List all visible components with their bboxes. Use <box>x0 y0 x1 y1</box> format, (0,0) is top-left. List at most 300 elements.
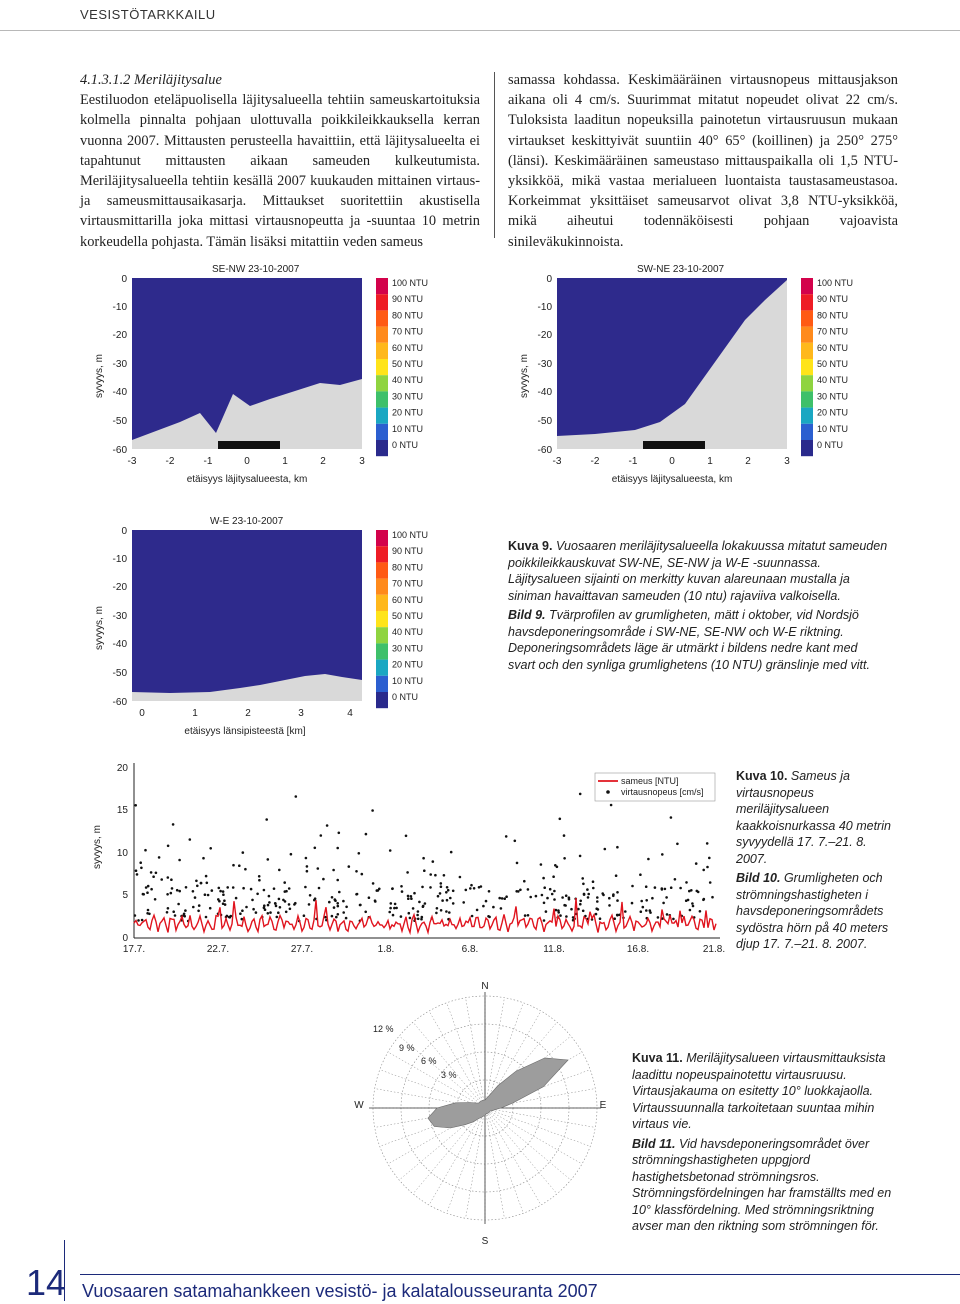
virtaus-point <box>540 863 543 866</box>
rose-distribution-shape <box>428 1058 568 1128</box>
virtaus-point <box>583 893 586 896</box>
header-title: VESISTÖTARKKAILU <box>80 7 216 22</box>
colorbar-label: 10 NTU <box>392 423 424 434</box>
virtaus-point <box>147 909 150 912</box>
virtaus-point <box>244 868 247 871</box>
y-tick: -40 <box>112 387 127 398</box>
virtaus-point <box>503 897 506 900</box>
virtaus-point <box>542 877 545 880</box>
chart-title: SE-NW 23-10-2007 <box>212 264 300 275</box>
virtaus-point <box>482 905 485 908</box>
virtaus-point <box>685 881 688 884</box>
y-tick: 15 <box>116 805 128 816</box>
x-tick: -3 <box>127 456 137 467</box>
virtaus-point <box>184 909 187 912</box>
rose-spoke <box>485 1108 595 1127</box>
legend-virtaus-label: virtausnopeus [cm/s] <box>621 787 704 797</box>
virtaus-point <box>587 893 590 896</box>
virtaus-point <box>326 824 329 827</box>
text-column-right <box>508 70 898 252</box>
colorbar-swatch <box>801 278 813 294</box>
virtaus-point <box>709 881 712 884</box>
virtaus-point <box>703 898 706 901</box>
colorbar-swatch <box>376 692 388 708</box>
rose-spoke <box>466 998 485 1108</box>
virtaus-point <box>610 804 613 807</box>
virtaus-point <box>592 887 595 890</box>
virtaus-point <box>563 904 566 907</box>
virtaus-point <box>410 897 413 900</box>
virtaus-point <box>679 887 682 890</box>
colorbar-swatch <box>376 579 388 595</box>
virtaus-point <box>290 853 293 856</box>
virtaus-point <box>586 888 589 891</box>
virtaus-point <box>250 888 253 891</box>
virtaus-point <box>267 912 270 915</box>
virtaus-point <box>640 910 643 913</box>
colorbar-swatch <box>801 440 813 456</box>
colorbar-label: 0 NTU <box>392 440 419 450</box>
x-axis-label: etäisyys läjitysalueesta, km <box>186 474 308 485</box>
virtaus-point <box>422 905 425 908</box>
colorbar-swatch <box>376 562 388 578</box>
x-tick: 11.8. <box>543 944 565 955</box>
virtaus-point <box>706 842 709 845</box>
y-tick: 0 <box>546 274 552 285</box>
x-tick: -2 <box>590 456 600 467</box>
virtaus-point <box>608 897 611 900</box>
virtaus-point <box>167 876 170 879</box>
colorbar-swatch <box>376 327 388 343</box>
virtaus-point <box>154 898 157 901</box>
virtaus-point <box>256 893 259 896</box>
virtaus-point <box>258 875 261 878</box>
virtaus-point <box>405 835 408 838</box>
virtaus-point <box>273 887 276 890</box>
virtaus-point <box>228 916 231 919</box>
section-heading: 4.1.3.1.2 Meriläjitysalue <box>80 72 222 88</box>
virtaus-point <box>378 888 381 891</box>
virtaus-point <box>242 887 245 890</box>
virtaus-point <box>152 875 155 878</box>
colorbar-label: 30 NTU <box>392 643 424 654</box>
virtaus-point <box>662 902 665 905</box>
virtaus-point <box>278 869 281 872</box>
virtaus-point <box>555 909 558 912</box>
colorbar-label: 100 NTU <box>392 530 429 540</box>
virtaus-point <box>616 891 619 894</box>
x-tick: 3 <box>359 456 365 467</box>
virtaus-point <box>587 896 590 899</box>
virtaus-point <box>142 893 145 896</box>
virtaus-point <box>452 890 455 893</box>
y-axis-label: syvyys, m <box>94 606 105 650</box>
virtaus-point <box>608 904 611 907</box>
legend-virtaus-swatch <box>606 790 610 794</box>
virtaus-point <box>226 886 229 889</box>
virtaus-point <box>412 907 415 910</box>
x-tick: 2 <box>745 456 751 467</box>
colorbar-label: 30 NTU <box>817 391 849 402</box>
column-divider <box>494 72 495 238</box>
virtaus-point <box>192 890 195 893</box>
virtaus-point <box>274 902 277 905</box>
virtaus-point <box>664 888 667 891</box>
colorbar-swatch <box>376 343 388 359</box>
colorbar-label: 60 NTU <box>817 342 849 353</box>
virtaus-point <box>314 847 317 850</box>
virtaus-point <box>440 882 443 885</box>
virtaus-point <box>545 910 548 913</box>
virtaus-point <box>410 895 413 898</box>
footer-rule <box>80 1274 960 1275</box>
virtaus-point <box>167 907 170 910</box>
virtaus-point <box>371 809 374 812</box>
virtaus-point <box>395 907 398 910</box>
virtaus-point <box>368 896 371 899</box>
virtaus-point <box>529 896 532 899</box>
virtaus-point <box>498 897 501 900</box>
virtaus-point <box>543 902 546 905</box>
virtaus-point <box>136 873 139 876</box>
virtaus-point <box>337 913 340 916</box>
virtaus-point <box>170 878 173 881</box>
virtaus-point <box>336 879 339 882</box>
virtaus-point <box>206 882 209 885</box>
x-tick: -3 <box>552 456 562 467</box>
colorbar-swatch <box>376 595 388 611</box>
virtaus-point <box>459 876 462 879</box>
colorbar-swatch <box>376 294 388 310</box>
colorbar-swatch <box>376 440 388 456</box>
virtaus-point <box>408 912 411 915</box>
caption-9-fi <box>508 538 888 604</box>
caption-11-fi <box>632 1050 902 1133</box>
y-tick: 20 <box>116 763 128 774</box>
virtaus-point <box>505 895 508 898</box>
virtaus-point <box>365 833 368 836</box>
virtaus-point <box>140 867 143 870</box>
virtaus-point <box>332 869 335 872</box>
virtaus-point <box>432 860 435 863</box>
virtaus-point <box>563 834 566 837</box>
virtaus-point <box>345 917 348 920</box>
ring-label: 9 % <box>399 1043 415 1053</box>
virtaus-point <box>645 899 648 902</box>
colorbar-label: 90 NTU <box>392 546 424 557</box>
virtaus-point <box>527 914 530 917</box>
x-tick: 1 <box>707 456 713 467</box>
colorbar-label: 90 NTU <box>392 294 424 305</box>
x-tick: 1 <box>282 456 288 467</box>
virtaus-point <box>141 919 144 922</box>
colorbar-swatch <box>801 391 813 407</box>
y-tick: -10 <box>112 302 127 313</box>
virtaus-point <box>308 903 311 906</box>
virtaus-point <box>441 899 444 902</box>
virtaus-point <box>144 849 147 852</box>
colorbar-label: 50 NTU <box>392 359 424 369</box>
virtaus-point <box>692 905 695 908</box>
colorbar-swatch <box>376 676 388 692</box>
virtaus-point <box>552 875 555 878</box>
virtaus-point <box>285 890 288 893</box>
virtaus-point <box>394 903 397 906</box>
x-tick: 0 <box>669 456 675 467</box>
virtaus-point <box>447 889 450 892</box>
virtaus-point <box>205 916 208 919</box>
virtaus-point <box>285 911 288 914</box>
virtaus-point <box>150 888 153 891</box>
virtaus-point <box>592 880 595 883</box>
virtaus-point <box>437 895 440 898</box>
x-tick: 3 <box>784 456 790 467</box>
x-tick: 2 <box>320 456 326 467</box>
virtaus-point <box>232 864 235 867</box>
virtaus-point <box>389 907 392 910</box>
virtaus-point <box>476 909 479 912</box>
colorbar-swatch <box>376 375 388 391</box>
virtaus-point <box>304 886 307 889</box>
virtaus-point <box>599 917 602 920</box>
colorbar-swatch <box>376 643 388 659</box>
virtaus-point <box>471 915 474 918</box>
virtaus-point <box>445 910 448 913</box>
virtaus-point <box>317 867 320 870</box>
virtaus-point <box>376 889 379 892</box>
virtaus-point <box>284 900 287 903</box>
virtaus-point <box>372 882 375 885</box>
virtaus-point <box>485 900 488 903</box>
virtaus-point <box>239 912 242 915</box>
virtaus-point <box>541 894 544 897</box>
virtaus-point <box>195 880 198 883</box>
figure-caption-11 <box>632 1050 902 1235</box>
virtaus-point <box>263 889 266 892</box>
virtaus-point <box>501 897 504 900</box>
virtaus-point <box>699 910 702 913</box>
virtaus-point <box>331 896 334 899</box>
virtaus-point <box>674 878 677 881</box>
virtaus-point <box>245 906 248 909</box>
virtaus-point <box>670 816 673 819</box>
colorbar-label: 0 NTU <box>392 692 419 702</box>
virtaus-point <box>556 866 559 869</box>
virtaus-point <box>176 889 179 892</box>
virtaus-point <box>706 866 709 869</box>
virtaus-point <box>303 914 306 917</box>
virtaus-point <box>306 870 309 873</box>
virtaus-point <box>211 889 214 892</box>
virtaus-point <box>631 885 634 888</box>
virtaus-point <box>333 906 336 909</box>
virtaus-point <box>251 899 254 902</box>
virtaus-point <box>559 914 562 917</box>
virtaus-point <box>561 896 564 899</box>
virtaus-point <box>294 902 297 905</box>
virtaus-point <box>194 896 197 899</box>
caption-10-fi <box>736 768 896 867</box>
colorbar-label: 20 NTU <box>392 659 424 670</box>
colorbar-legend-2 <box>795 272 885 462</box>
virtaus-point <box>242 851 245 854</box>
virtaus-point <box>579 855 582 858</box>
virtaus-point <box>334 899 337 902</box>
virtaus-point <box>277 911 280 914</box>
virtaus-point <box>446 886 449 889</box>
rose-spoke <box>485 1108 557 1194</box>
virtaus-point <box>183 915 186 918</box>
virtaus-point <box>166 893 169 896</box>
virtaus-point <box>689 909 692 912</box>
y-tick: 0 <box>121 274 127 285</box>
virtaus-point <box>278 898 281 901</box>
x-tick: 17.7. <box>122 944 146 955</box>
colorbar-label: 10 NTU <box>817 423 849 434</box>
y-tick: -20 <box>537 330 552 341</box>
virtaus-point <box>170 892 173 895</box>
virtaus-point <box>596 900 599 903</box>
caption-label: Bild 10. <box>736 871 781 885</box>
chart-title: SW-NE 23-10-2007 <box>637 264 725 275</box>
page-number: 14 <box>26 1262 67 1303</box>
virtaus-point <box>406 871 409 874</box>
virtaus-point <box>500 907 503 910</box>
virtaus-point <box>470 884 473 887</box>
colorbar-swatch <box>801 327 813 343</box>
virtaus-point <box>515 890 518 893</box>
virtaus-point <box>604 848 607 851</box>
direction-w: W <box>354 1100 364 1111</box>
virtaus-point <box>400 915 403 918</box>
colorbar-swatch <box>376 611 388 627</box>
virtaus-point <box>579 793 582 796</box>
virtaus-point <box>342 900 345 903</box>
colorbar-swatch <box>376 530 388 546</box>
x-axis-label: etäisyys läjitysalueesta, km <box>611 474 733 485</box>
virtaus-point <box>647 858 650 861</box>
caption-label: Kuva 11. <box>632 1051 683 1065</box>
virtaus-point <box>391 888 394 891</box>
x-axis-label: etäisyys länsipisteestä [km] <box>184 726 306 737</box>
virtaus-point <box>197 910 200 913</box>
x-tick: -1 <box>628 456 638 467</box>
colorbar-label: 80 NTU <box>817 310 849 321</box>
virtaus-point <box>595 907 598 910</box>
virtaus-point <box>631 902 634 905</box>
colorbar-swatch <box>376 408 388 424</box>
footer-title: Vuosaaren satamahankkeen vesistö- ja kalatalousseuranta 2007 <box>82 1281 598 1301</box>
figure-caption-10 <box>736 768 896 953</box>
y-tick: -60 <box>112 445 127 456</box>
virtaus-point <box>661 887 664 890</box>
virtaus-point <box>268 901 271 904</box>
virtaus-point <box>171 887 174 890</box>
y-axis-label: syvyys, m <box>92 825 103 869</box>
y-axis-label: syvyys, m <box>519 354 530 398</box>
virtaus-point <box>258 879 261 882</box>
virtaus-point <box>429 886 432 889</box>
virtaus-point <box>654 886 657 889</box>
virtaus-point <box>158 856 161 859</box>
colorbar-label: 50 NTU <box>817 359 849 369</box>
current-rose-chart <box>335 980 635 1248</box>
virtaus-point <box>218 887 221 890</box>
virtaus-point <box>331 915 334 918</box>
colorbar-swatch <box>801 359 813 375</box>
x-tick: -1 <box>203 456 213 467</box>
virtaus-point <box>135 869 138 872</box>
y-tick: 10 <box>116 848 128 859</box>
virtaus-point <box>434 874 437 877</box>
virtaus-point <box>449 897 452 900</box>
x-tick: 27.7. <box>290 944 314 955</box>
timeseries-chart <box>80 755 730 955</box>
virtaus-point <box>516 862 519 865</box>
virtaus-point <box>568 896 571 899</box>
caption-9-sv <box>508 607 888 673</box>
virtaus-point <box>355 870 358 873</box>
virtaus-point <box>452 902 455 905</box>
virtaus-point <box>624 910 627 913</box>
figure-caption-9 <box>508 538 888 673</box>
virtaus-point <box>238 864 241 867</box>
caption-text: Tvärprofilen av grumligheten, mätt i oktober, vid Nordsjö havsdeponeringsområde i SW-NE, SE-NW och W-E riktning. Deponeringsområdets läge är utmärkt i bildens nedre kant med svart och den synliga grumlighetens (10 NTU) gränslinje med vitt. <box>508 608 870 672</box>
virtaus-point <box>407 895 410 898</box>
virtaus-point <box>155 872 158 875</box>
virtaus-point <box>616 899 619 902</box>
virtaus-point <box>174 914 177 917</box>
virtaus-point <box>417 918 420 921</box>
virtaus-point <box>295 795 298 798</box>
y-axis-label: syvyys, m <box>94 354 105 398</box>
virtaus-point <box>429 873 432 876</box>
colorbar-label: 70 NTU <box>392 578 424 589</box>
virtaus-point <box>582 910 585 913</box>
virtaus-point <box>207 894 210 897</box>
virtaus-point <box>661 853 664 856</box>
y-tick: -10 <box>537 302 552 313</box>
virtaus-point <box>388 911 391 914</box>
virtaus-point <box>289 908 292 911</box>
colorbar-swatch <box>376 424 388 440</box>
virtaus-point <box>160 878 163 881</box>
virtaus-point <box>666 913 669 916</box>
virtaus-point <box>492 906 495 909</box>
virtaus-point <box>642 906 645 909</box>
virtaus-point <box>338 891 341 894</box>
y-tick: -50 <box>112 416 127 427</box>
virtaus-point <box>167 845 170 848</box>
colorbar-legend-1 <box>370 272 460 462</box>
virtaus-point <box>265 818 268 821</box>
colorbar-swatch <box>801 343 813 359</box>
virtaus-point <box>543 886 546 889</box>
virtaus-point <box>672 918 675 921</box>
virtaus-point <box>205 875 208 878</box>
disposal-area-marker <box>218 441 280 449</box>
virtaus-point <box>645 885 648 888</box>
virtaus-point <box>134 914 137 917</box>
virtaus-point <box>342 911 345 914</box>
colorbar-label: 50 NTU <box>392 611 424 621</box>
colorbar-swatch <box>376 391 388 407</box>
virtaus-point <box>202 857 205 860</box>
virtaus-point <box>283 881 286 884</box>
virtaus-point <box>288 887 291 890</box>
virtaus-point <box>337 905 340 908</box>
virtaus-point <box>473 887 476 890</box>
